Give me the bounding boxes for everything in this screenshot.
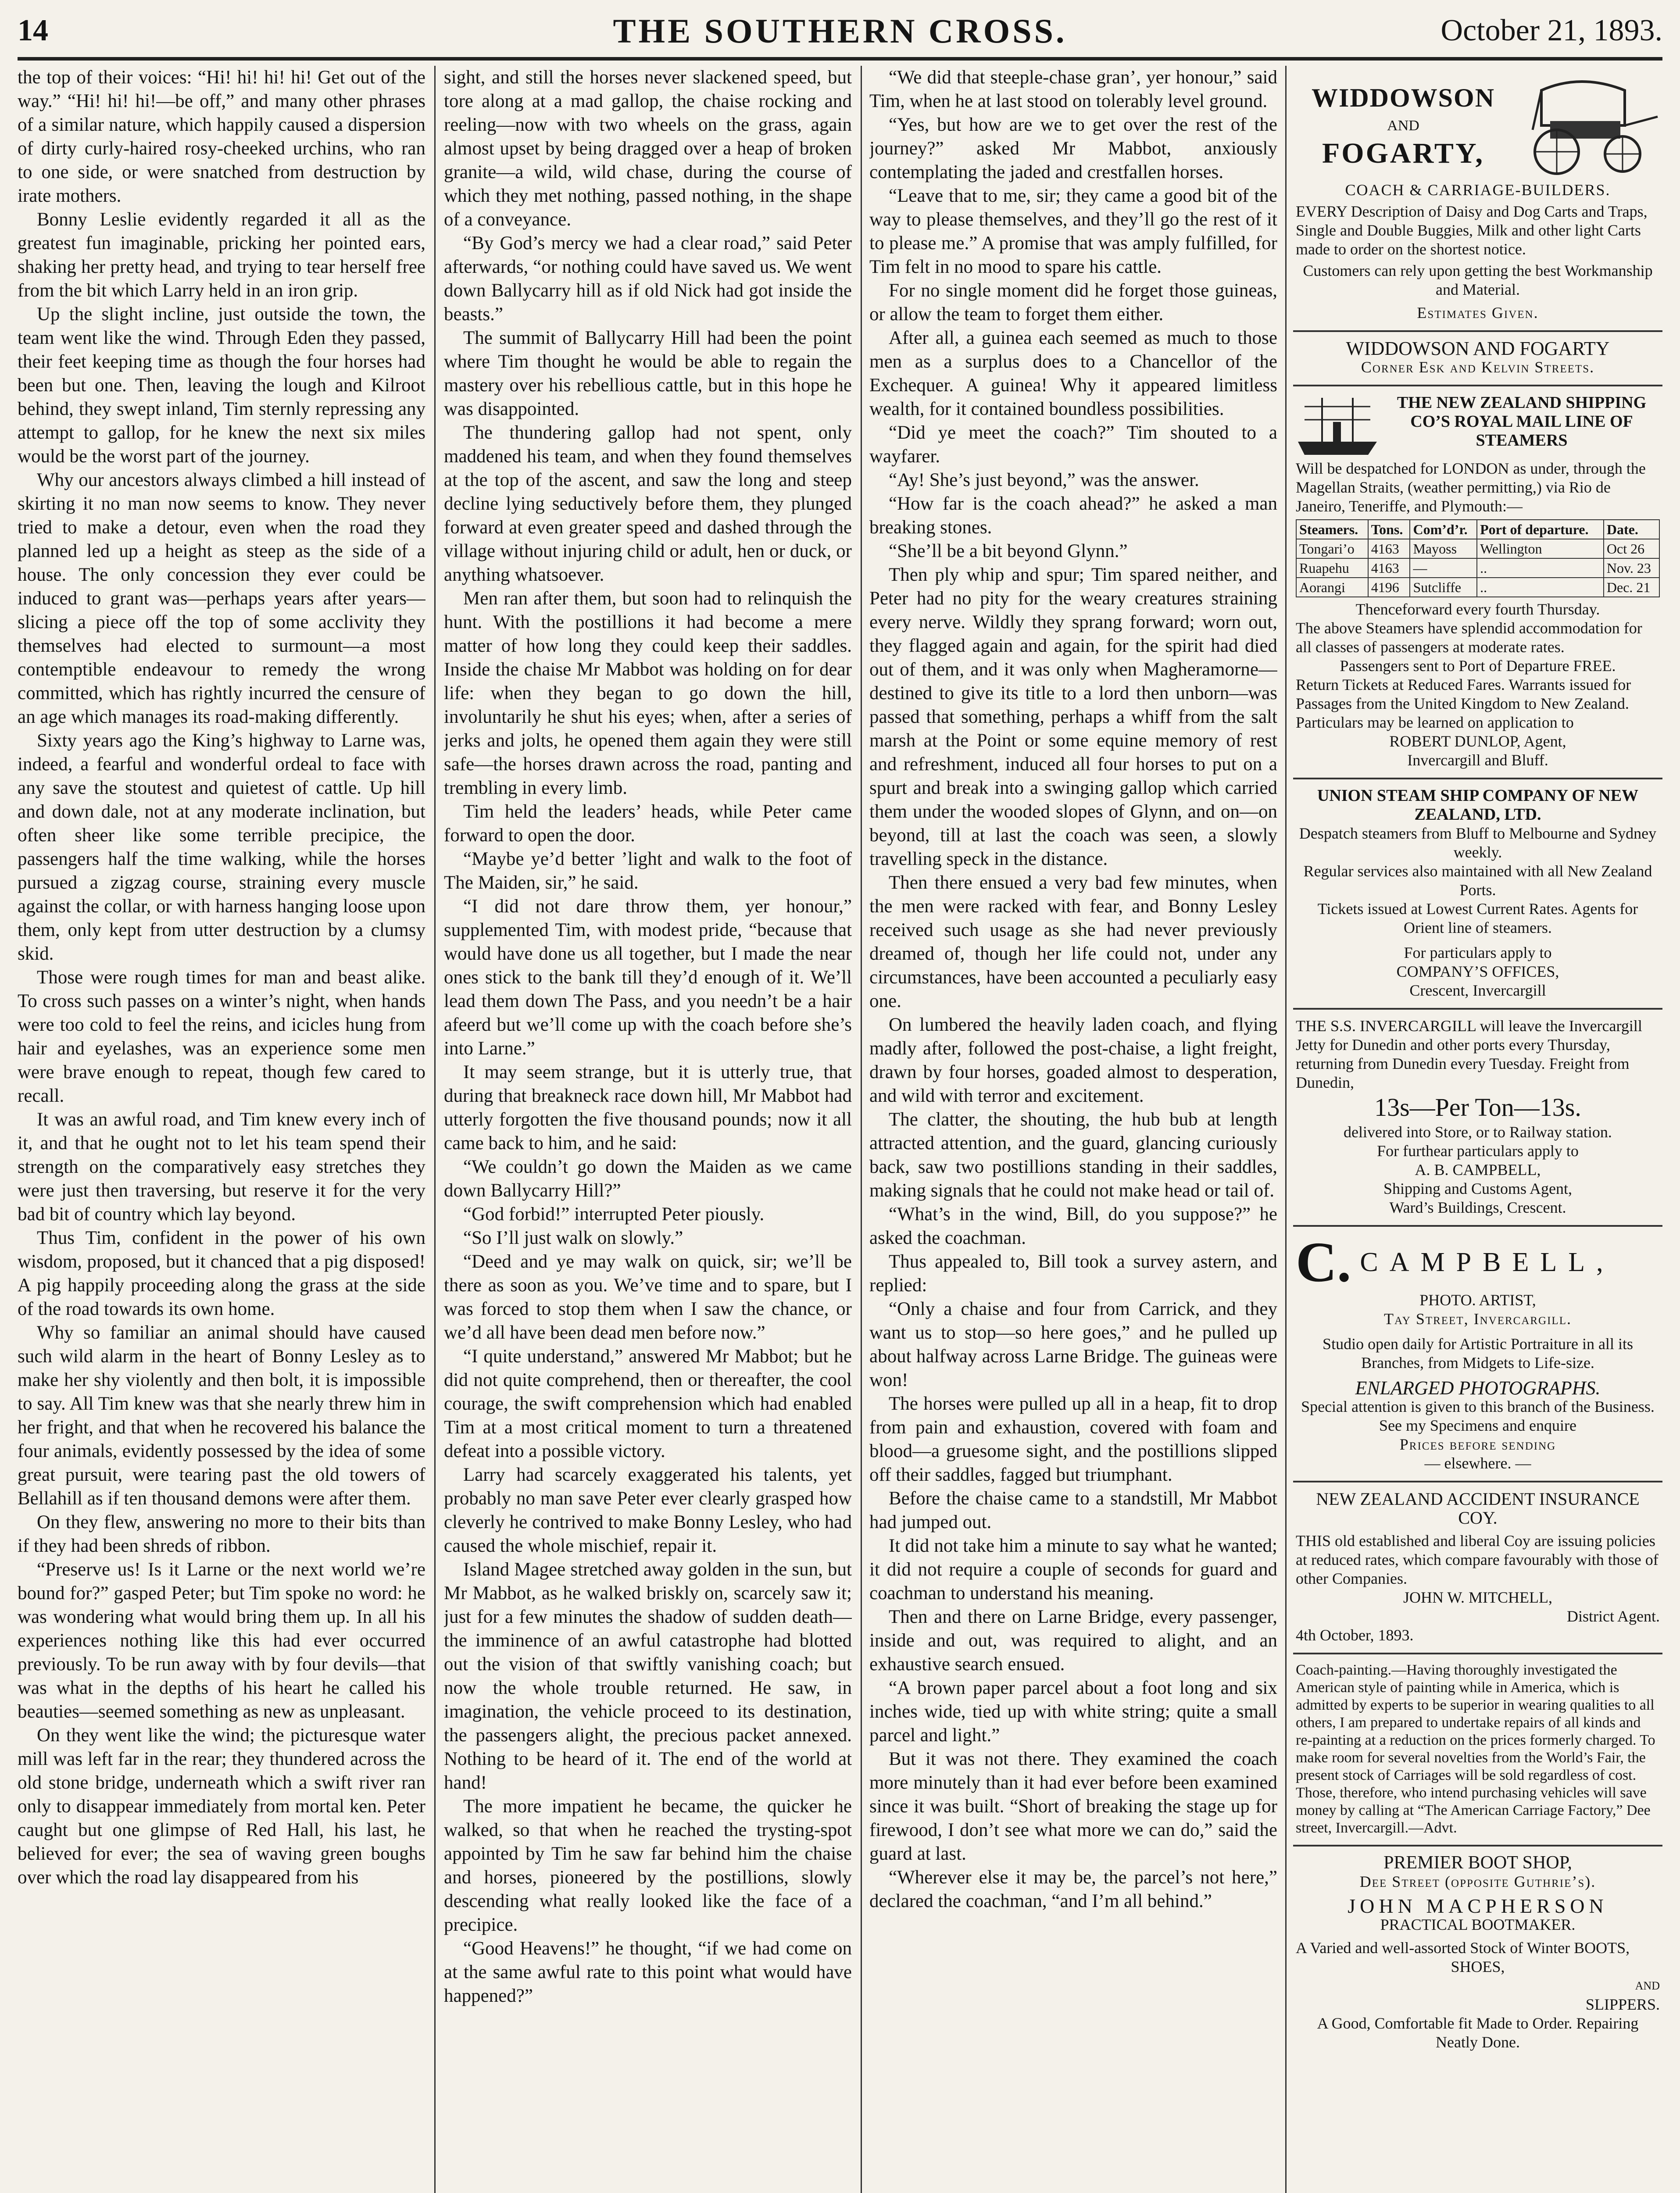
newspaper-title: THE SOUTHERN CROSS. xyxy=(613,12,1067,50)
table-cell: .. xyxy=(1477,558,1604,578)
ad-body: Coach-painting.—Having thoroughly investigated the American style of painting while in America, which is admitted by experts to be superior in wearing qualities to all others, I am prepared to undertake repairs of all kinds and re-painting at a reduction on the prices formerly charged. To make room for several novelties from the World’s Fair, the present stock of Carriages will be sold regardless of cost. Those, therefore, who intend purchasing vehicles will save money by calling at “The American Carriage Factory,” Dee street, Invercargill.—Advt. xyxy=(1296,1662,1655,1836)
steamship-icon xyxy=(1296,393,1379,459)
paragraph: Why our ancestors always climbed a hill instead of skirting it no man now seems to know. They never tried to make a detour, even when the road they planned led up a height as steep as the side of a house. The only concession they ever could be induced to grant was—perhaps years after years—slicing a piece off the top of some acclivity they themselves had elected to surmount—a most contemptible endeavour to remedy the wrong committed, which has rightly incurred the censure of an age which manages its road-making differently. xyxy=(18,470,425,727)
paragraph: “Wherever else it may be, the parcel’s not here,” declared the coachman, “and I’m all behind.” xyxy=(869,1867,1277,1911)
paragraph: “A brown paper parcel about a foot long and six inches wide, tied up with white string; quite a small parcel and light.” xyxy=(869,1678,1277,1746)
ad-body: Tickets issued at Lowest Current Rates. Agents for Orient line of steamers. xyxy=(1317,900,1638,936)
trade-line: COACH & CARRIAGE-BUILDERS. xyxy=(1345,181,1611,199)
address: Dee Street (opposite Guthrie’s). xyxy=(1359,1873,1596,1890)
paragraph: Up the slight incline, just outside the town, the team went like the wind. Through Eden they passed, their feet keeping time as though the four horses had been but one. Then, leaving the lough and Kilroot behind, they swept inland, Tim sternly repressing any attempt to gallop, for he knew the next six miles would be the worst part of the journey. xyxy=(18,304,425,467)
ad-body: Special attention is given to this branch of the Business. See my Specimens and enquire xyxy=(1301,1398,1655,1434)
ad-body: Despatch steamers from Bluff to Melbourne and Sydney weekly. xyxy=(1299,825,1657,861)
paragraph: “I quite understand,” answered Mr Mabbot; but he did not quite comprehend, then or thereafter, the cool courage, the swift comprehension which had enabled Tim at a most critical moment to turn a threatened defeat into a possible victory. xyxy=(444,1346,852,1461)
ad-campbell-photo xyxy=(1293,1227,1662,1482)
paragraph: “How far is the coach ahead?” he asked a man breaking stones. xyxy=(869,493,1277,538)
address: Tay Street, Invercargill. xyxy=(1384,1310,1572,1328)
table-cell: 4163 xyxy=(1368,558,1410,578)
table-cell: Ruapehu xyxy=(1296,558,1368,578)
table-row xyxy=(1296,558,1659,578)
story-column-1 xyxy=(18,66,425,2193)
table-cell: Aorangi xyxy=(1296,578,1368,597)
ad-body: Passengers sent to Port of Departure FREE. xyxy=(1340,657,1616,675)
ad-body: For particulars apply to xyxy=(1404,944,1552,961)
paragraph: “God forbid!” interrupted Peter piously. xyxy=(463,1204,765,1225)
firm-name: FOGARTY, xyxy=(1322,137,1485,169)
ad-heading: UNION STEAM SHIP COMPANY OF NEW ZEALAND, LTD. xyxy=(1317,786,1639,824)
paragraph: sight, and still the horses never slackened speed, but tore along at a mad gallop, the chaise rocking and reeling—now with two wheels on the grass, again almost upset by being dragged over a heap of broken granite—a wild, wild chase, during the course of which they met nothing, passed nothing, in the shape of a conveyance. xyxy=(444,67,852,230)
trade-line: PHOTO. ARTIST, xyxy=(1419,1291,1536,1309)
ad-union-steamship xyxy=(1293,779,1662,1010)
paragraph: The more impatient he became, the quicker he walked, so that when he reached the trysting-spot appointed by Tim he saw far behind him the chaise and horses, pioneered by the postillions, slowly descending what really looked like the face of a precipice. xyxy=(444,1796,852,1935)
paragraph: “By God’s mercy we had a clear road,” said Peter afterwards, “or nothing could have saved us. We went down Ballycarry hill as if old Nick had got inside the beasts.” xyxy=(444,233,852,325)
paragraph: Men ran after them, but soon had to relinquish the hunt. With the postillions it had become a mere matter of how long they could keep their saddles. Inside the chaise Mr Mabbot was holding on for dear life: when they began to go down the hill, involuntarily he shut his eyes; when, after a series of jerks and jolts, he opened them again they were still safe—the horses drawn across the road, panting and trembling in every limb. xyxy=(444,588,852,798)
ad-body: THIS old established and liberal Coy are issuing policies at reduced rates, which compare favourably with those of other Companies. xyxy=(1296,1532,1659,1587)
and-label: AND xyxy=(1635,1979,1660,1992)
sailing-table xyxy=(1296,519,1660,597)
table-row xyxy=(1296,578,1659,597)
paragraph: On lumbered the heavily laden coach, and flying madly after, followed the post-chaise, a light freight, drawn by four horses, goaded almost to desperation, and wild with terror and excitement. xyxy=(869,1014,1277,1106)
paragraph: “Ay! She’s just beyond,” was the answer. xyxy=(889,470,1199,490)
ad-body: Return Tickets at Reduced Fares. Warrants issued for Passages from the United Kingdom to New Zealand. Particulars may be learned on application to xyxy=(1296,676,1631,731)
paragraph: “I did not dare throw them, yer honour,” supplemented Tim, with modest pride, “because that would have done us all together, but I made the near ones stick to the bank till they’d enough of it. We’ll lead them down The Pass, and you needn’t be a hair afeerd but we’ll come up with the coach before she’s into Larne.” xyxy=(444,896,852,1059)
column-rule xyxy=(861,66,862,2193)
paragraph: It may seem strange, but it is utterly true, that during that breakneck race down hill, Mr Mabbot had utterly forgotten the five thousand pounds; now it all came back to him, and he said: xyxy=(444,1062,852,1154)
paragraph: Then ply whip and spur; Tim spared neither, and Peter had no pity for the weary creatures straining every nerve. Wildly they sprang forward; worn out, they flagged again and again, for the spirit had died out of them, and it was only when Magheramorne—destined to give its title to a lord then unborn—was passed that something, perhaps a whiff from the salt marsh at the Point or some equine memory of rest and refreshment, induced all four horses to put on a spurt and break into a swinging gallop which carried them under the wooded slopes of Glynn, and on—on beyond, till at last the coach was seen, a slowly travelling speck in the distance. xyxy=(869,564,1277,869)
ad-heading: THE NEW ZEALAND SHIPPING CO’S ROYAL MAIL LINE OF STEAMERS xyxy=(1397,393,1647,450)
ad-accident-insurance xyxy=(1293,1482,1662,1654)
agent-role: District Agent. xyxy=(1567,1607,1660,1625)
ad-heading: PREMIER BOOT SHOP, xyxy=(1383,1853,1572,1873)
column-rule xyxy=(1285,66,1287,2193)
paragraph: Thus Tim, confident in the power of his own wisdom, proposed, but it chanced that a pig disposed! A pig happily proceeding along the grass at the side of the road towards its own home. xyxy=(18,1228,425,1319)
paragraph: “Did ye meet the coach?” Tim shouted to a wayfarer. xyxy=(869,422,1277,467)
address: Corner Esk and Kelvin Streets. xyxy=(1361,358,1595,376)
table-cell: 4196 xyxy=(1368,578,1410,597)
ad-body: EVERY Description of Daisy and Dog Carts and Traps, Single and Double Buggies, Milk and other light Carts made to order on the shortest notice. xyxy=(1296,203,1648,258)
paragraph: Before the chaise came to a standstill, Mr Mabbot had jumped out. xyxy=(869,1488,1277,1532)
masthead xyxy=(18,9,1662,57)
story-column-2 xyxy=(444,66,852,2193)
paragraph: The summit of Ballycarry Hill had been the point where Tim thought he would be able to regain the mastery over his rebellious cattle, but in this hope he was disappointed. xyxy=(444,328,852,419)
paragraph: Tim held the leaders’ heads, while Peter came forward to open the door. xyxy=(444,801,852,846)
paragraph: The clatter, the shouting, the hub bub at length attracted attention, and the guard, glancing curiously back, saw two postillions standing in their saddles, making signals that he could not make head or tail of. xyxy=(869,1109,1277,1201)
agent-place: Invercargill and Bluff. xyxy=(1407,751,1548,769)
issue-date: October 21, 1893. xyxy=(1441,14,1662,47)
paragraph: “Only a chaise and four from Carrick, and they want us to stop—so here goes,” and he pulled up about halfway across Larne Bridge. The guineas were won! xyxy=(869,1299,1277,1390)
ad-body: Regular services also maintained with all New Zealand Ports. xyxy=(1303,862,1652,899)
table-cell: — xyxy=(1410,558,1477,578)
column-header: Date. xyxy=(1604,520,1659,539)
table-row xyxy=(1296,539,1659,558)
column-header: Tons. xyxy=(1368,520,1410,539)
paragraph: The thundering gallop had not spent, only maddened his team, and when they found themselves at the top of the ascent, and saw the long and steep decline lying seductively before them, they plunged forward at even greater speed and dashed through the village without injuring child or adult, hen or duck, or anything whatsoever. xyxy=(444,422,852,585)
paragraph: After all, a guinea each seemed as much to those men as a surplus does to a Chancellor of the Exchequer. A guinea! Why it appeared limitless wealth, for it contained boundless possibilities. xyxy=(869,328,1277,419)
ad-body: Will be despatched for LONDON as under, through the Magellan Straits, (weather permitting,) via Rio de Janeiro, Teneriffe, and Plymouth:— xyxy=(1296,460,1646,515)
paragraph: On they went like the wind; the picturesque water mill was left far in the rear; they thundered across the old stone bridge, underneath which a swift river ran only to disappear immediately from mortal ken. Peter caught but one glimpse of Red Hall, his last, he believed for ever; the sea of waving green boughs over which the road lay disappeared from his xyxy=(18,1725,425,1888)
paragraph: Then there ensued a very bad few minutes, when the men were racked with fear, and Bonny Lesley received such usage as she had never previously dreamed of, though her life could not, under any circumstances, have been accounted a peculiarly easy one. xyxy=(869,872,1277,1011)
ad-premier-boot-shop xyxy=(1293,1847,1662,2060)
paragraph: “Preserve us! Is it Larne or the next world we’re bound for?” gasped Peter; but Tim spoke no word: he was wondering what would bring them up. In all his experiences nothing like this had ever occurred previously. To be run away with by four devils—that was what in the depths of his heart he called his beauties—seemed something as new as unpleasant. xyxy=(18,1559,425,1722)
advertisements-column xyxy=(1293,66,1662,2193)
ad-body: delivered into Store, or to Railway station. xyxy=(1344,1123,1612,1141)
paragraph: “She’ll be a bit beyond Glynn.” xyxy=(889,541,1128,561)
table-cell: Sutcliffe xyxy=(1410,578,1477,597)
paragraph: Bonny Leslie evidently regarded it all as the greatest fun imaginable, pricking her pointed ears, shaking her pretty head, and trying to tear herself free from the bit which Larry held in an iron grip. xyxy=(18,209,425,301)
paragraph: the top of their voices: “Hi! hi! hi! hi! Get out of the way.” “Hi! hi! hi!—be off,” and many other phrases of a similar nature, which happily caused a dispersion of dirty curly-haired rosy-cheeked urchins, who ran to one side, or were snatched from destruction by irate mothers. xyxy=(18,67,425,206)
freight-rate: 13s—Per Ton—13s. xyxy=(1374,1093,1581,1122)
paragraph: “We couldn’t go down the Maiden as we came down Ballycarry Hill?” xyxy=(444,1157,852,1201)
ad-body: SLIPPERS. xyxy=(1585,1996,1660,2013)
ad-body: For furthear particulars apply to xyxy=(1377,1142,1579,1160)
paragraph: Why so familiar an animal should have caused such wild alarm in the heart of Bonny Lesley as to make her shy violently and then bolt, it is impossible to say. All Tim knew was that she nearly threw him in her fright, and that when he recovered his balance the four animals, evidently possessed by the idea of some great pursuit, were tearing past the old towers of Bellahill as if ten thousand demons were after them. xyxy=(18,1322,425,1509)
table-cell: Mayoss xyxy=(1410,539,1477,558)
table-cell: Tongari’o xyxy=(1296,539,1368,558)
paragraph: Then and there on Larne Bridge, every passenger, inside and out, was required to alight, and an exhaustive search ensued. xyxy=(869,1607,1277,1675)
carriage-illustration xyxy=(1515,73,1660,178)
paragraph: “Good Heavens!” he thought, “if we had come on at the same awful rate to this point what would have happened?” xyxy=(444,1938,852,2006)
table-cell: Wellington xyxy=(1477,539,1604,558)
paragraph: Larry had scarcely exaggerated his talents, yet probably no man save Peter ever clearly grasped how cleverly he contrived to make Bonny Lesley, who had caused the whole mischief, repair it. xyxy=(444,1464,852,1556)
paragraph: “Maybe ye’d better ’light and walk to the foot of The Maiden, sir,” he said. xyxy=(444,849,852,893)
table-cell: Oct 26 xyxy=(1604,539,1659,558)
and-label: AND xyxy=(1387,117,1419,134)
photographer-name: CAMPBELL, xyxy=(1360,1247,1615,1277)
ad-body: Studio open daily for Artistic Portraiture in all its Branches, from Midgets to Life-size. xyxy=(1323,1335,1633,1372)
firm-name: WIDDOWSON xyxy=(1311,83,1495,112)
paragraph: “What’s in the wind, Bill, do you suppose?” he asked the coachman. xyxy=(869,1204,1277,1248)
paragraph: It was an awful road, and Tim knew every inch of it, and that he ought not to let his team spend their strength on the comparatively easy stretches they were just then traversing, but reserve it for the very bad bit of country which lay beyond. xyxy=(18,1109,425,1225)
paragraph: Thus appealed to, Bill took a survey astern, and replied: xyxy=(869,1251,1277,1296)
ad-body: A Good, Comfortable fit Made to Order. Repairing Neatly Done. xyxy=(1317,2014,1639,2051)
agent-name: A. B. CAMPBELL, xyxy=(1415,1161,1541,1179)
ad-widdowson-address xyxy=(1293,332,1662,386)
paragraph: Sixty years ago the King’s highway to Larne was, indeed, a fearful and wonderful ordeal to face with any save the stoutest and quietest of cattle. Up hill and down dale, not at any moderate inclination, but often sheer like some terrible precipice, the passengers half the time walking, while the horses pursued a zigzag course, straining every muscle against the collar, or with harness hanging loose upon them, only kept from utter destruction by a clumsy skid. xyxy=(18,730,425,964)
address: Ward’s Buildings, Crescent. xyxy=(1389,1199,1566,1216)
ad-body: A Varied and well-assorted Stock of Winter BOOTS, xyxy=(1296,1939,1630,1957)
paragraph: “We did that steeple-chase gran’, yer honour,” said Tim, when he at last stood on tolerably level ground. xyxy=(869,67,1277,111)
paragraph: “Yes, but how are we to get over the rest of the journey?” asked Mr Mabbot, anxiously contemplating the jaded and crestfallen horses. xyxy=(869,114,1277,182)
column-rule xyxy=(434,66,436,2193)
paragraph: “So I’ll just walk on slowly.” xyxy=(463,1228,683,1248)
ad-body: Customers can rely upon getting the best Workmanship and Material. xyxy=(1303,262,1653,298)
ad-subheading: ENLARGED PHOTOGRAPHS. xyxy=(1355,1377,1601,1399)
paragraph: But it was not there. They examined the coach more minutely than it had ever before been examined since it was built. “Short of breaking the stage up for firewood, I don’t see what more we can do,” said the guard at last. xyxy=(869,1749,1277,1864)
table-cell: 4163 xyxy=(1368,539,1410,558)
paragraph: For no single moment did he forget those guineas, or allow the team to forget them either. xyxy=(869,280,1277,325)
trade-line: PRACTICAL BOOTMAKER. xyxy=(1380,1916,1576,1933)
ad-nz-shipping xyxy=(1293,386,1662,779)
ad-coach-painting xyxy=(1293,1654,1662,1847)
paragraph: The horses were pulled up all in a heap, fit to drop from pain and exhaustion, covered with foam and blood—a gruesome sight, and the postillions slipped off their saddles, fagged but triumphant. xyxy=(869,1393,1277,1485)
office-name: COMPANY’S OFFICES, xyxy=(1396,963,1559,980)
ad-body: SHOES, xyxy=(1451,1958,1505,1975)
agent-role: Shipping and Customs Agent, xyxy=(1383,1180,1573,1197)
ad-body: THE S.S. INVERCARGILL will leave the Invercargill Jetty for Dunedin and other ports every Thursday, returning from Dunedin every Tuesday. Freight from Dunedin, xyxy=(1296,1017,1642,1091)
paragraph: Island Magee stretched away golden in the sun, but Mr Mabbot, as he walked briskly on, scarcely saw it; just for a few minutes the shadow of sudden death—the imminence of an awful catastrophe had blotted out the vision of that swiftly vanishing coach; but now the whole trouble returned. He saw, in imagination, the vehicle proceed to its destination, the passengers alight, the precious packet annexed. Nothing to be heard of it. The end of the world at hand! xyxy=(444,1559,852,1793)
ad-body: Thenceforward every fourth Thursday. xyxy=(1355,600,1600,618)
paragraph: “Deed and ye may walk on quick, sir; we’ll be there as soon as you. We’ve time and to spare, but I was forced to stop them when I saw the chance, or we’d all have been dead men before now.” xyxy=(444,1251,852,1343)
paragraph: On they flew, answering no more to their bits than if they had been shreds of ribbon. xyxy=(18,1512,425,1556)
dropcap-initial: C. xyxy=(1296,1231,1351,1294)
table-cell: Dec. 21 xyxy=(1604,578,1659,597)
masthead-rule xyxy=(18,57,1662,61)
firm-name: WIDDOWSON AND FOGARTY xyxy=(1346,338,1610,359)
agent-name: JOHN W. MITCHELL, xyxy=(1403,1589,1552,1606)
paragraph: Those were rough times for man and beast alike. To cross such passes on a winter’s night, when hands were too cold to feel the reins, and icicles hung from hair and eyelashes, was an experience some men were brave enough to repeat, though few cared to recall. xyxy=(18,967,425,1106)
ad-body: Prices before sending xyxy=(1399,1436,1556,1453)
paragraph: It did not take him a minute to say what he wanted; it did not require a couple of seconds for guard and coachman to understand his meaning. xyxy=(869,1536,1277,1604)
column-header: Port of departure. xyxy=(1477,520,1604,539)
page-number: 14 xyxy=(18,14,48,47)
ad-body: — elsewhere. — xyxy=(1424,1454,1531,1472)
ad-ss-invercargill xyxy=(1293,1010,1662,1227)
table-cell: Nov. 23 xyxy=(1604,558,1659,578)
table-header-row xyxy=(1296,520,1659,539)
column-header: Com’d’r. xyxy=(1410,520,1477,539)
estimates-line: Estimates Given. xyxy=(1417,304,1539,321)
ad-heading: NEW ZEALAND ACCIDENT INSURANCE COY. xyxy=(1316,1489,1640,1528)
address: Crescent, Invercargill xyxy=(1409,982,1546,999)
paragraph: “Leave that to me, sir; they came a good bit of the way to please themselves, and they’ll go the rest of it to please me.” A promise that was amply fulfilled, for Tim felt in no mood to spare his cattle. xyxy=(869,186,1277,277)
story-column-3 xyxy=(869,66,1277,2193)
agent-name: ROBERT DUNLOP, Agent, xyxy=(1389,732,1566,750)
proprietor-name: JOHN MACPHERSON xyxy=(1348,1895,1608,1917)
table-cell: .. xyxy=(1477,578,1604,597)
ad-body: The above Steamers have splendid accommodation for all classes of passengers at moderate rates. xyxy=(1296,619,1642,656)
ad-widdowson-fogarty xyxy=(1293,66,1662,332)
notice-date: 4th October, 1893. xyxy=(1296,1626,1414,1644)
column-header: Steamers. xyxy=(1296,520,1368,539)
